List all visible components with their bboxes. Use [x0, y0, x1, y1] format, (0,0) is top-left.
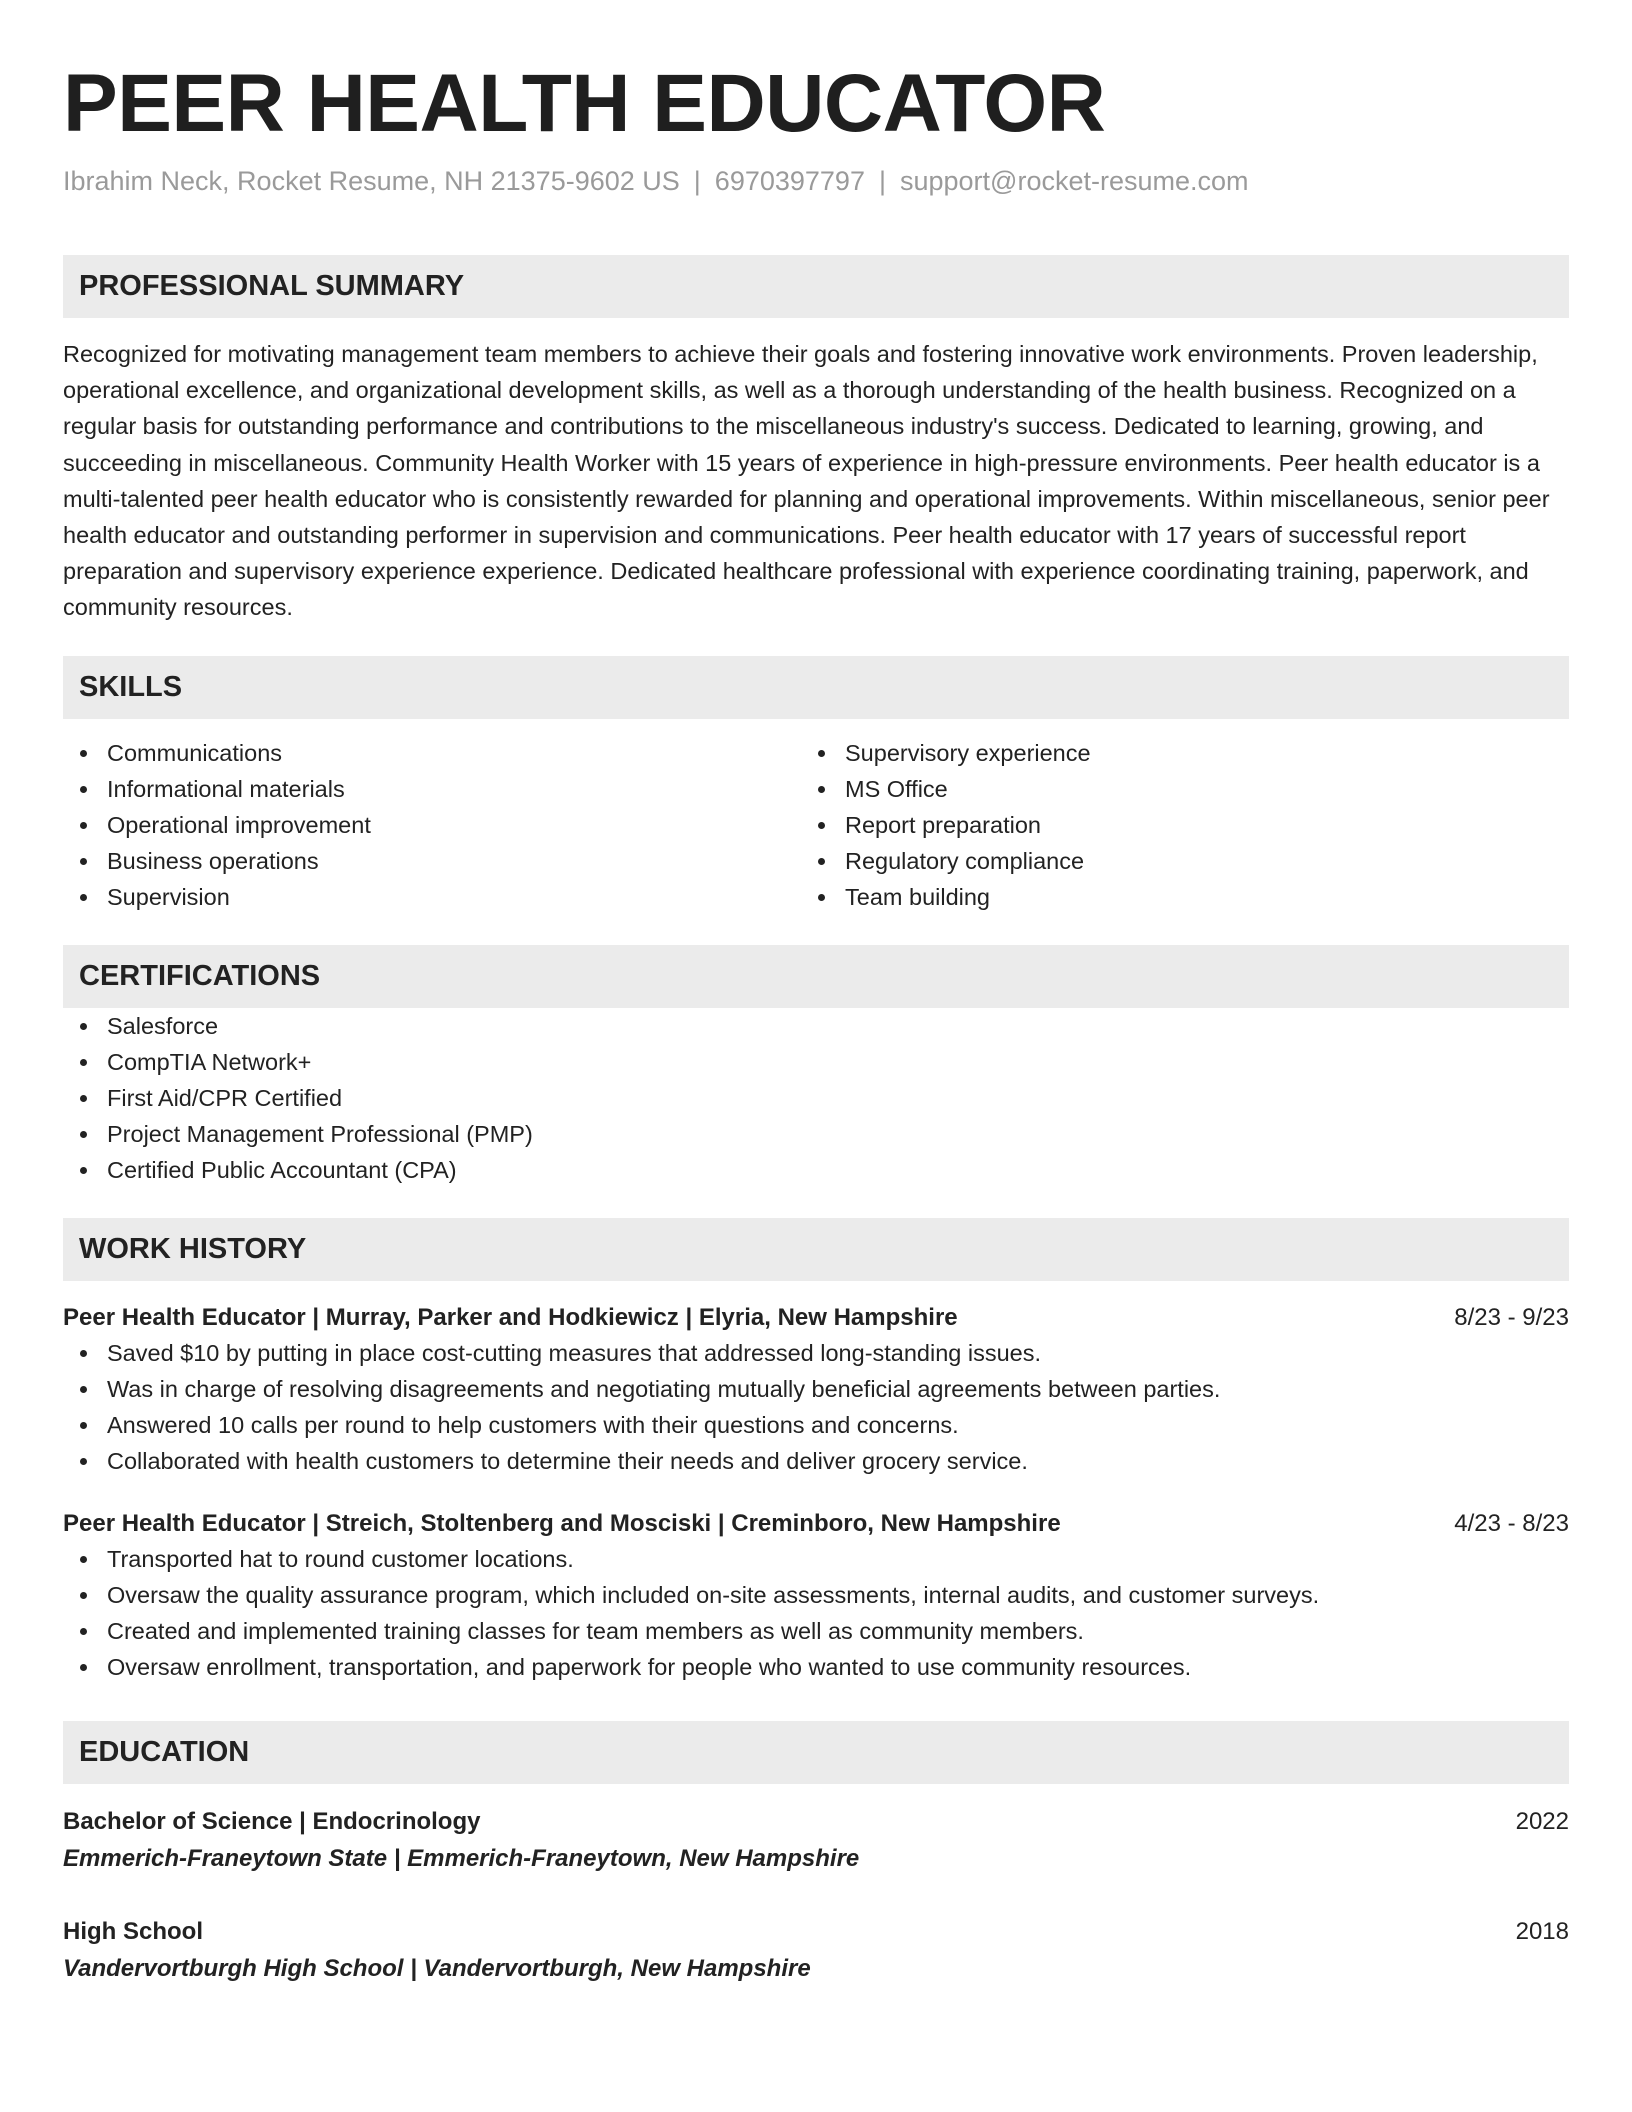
job-dates: 4/23 - 8/23: [1454, 1509, 1569, 1537]
education-degree: Bachelor of Science | Endocrinology: [63, 1807, 481, 1835]
contact-phone: 6970397797: [714, 166, 865, 196]
job-title-row: [63, 1301, 1569, 1335]
skill-item: Informational materials: [63, 771, 801, 807]
job-bullet: Was in charge of resolving disagreements and negotiating mutually beneficial agreements between parties.: [63, 1371, 1569, 1407]
resume-title: PEER HEALTH EDUCATOR: [63, 58, 1106, 149]
education-school: Emmerich-Franeytown State | Emmerich-Franeytown, New Hampshire: [63, 1844, 860, 1872]
job-entry: [63, 1301, 1569, 1479]
skills-column-right: [801, 735, 1539, 915]
certification-item: Project Management Professional (PMP): [63, 1116, 1569, 1152]
skills-list-right: [801, 735, 1539, 915]
skill-item: Business operations: [63, 843, 801, 879]
section-heading-summary: PROFESSIONAL SUMMARY: [63, 255, 1569, 318]
skill-item: Team building: [801, 879, 1539, 915]
education-school: Vandervortburgh High School | Vandervortburgh, New Hampshire: [63, 1954, 811, 1982]
summary-text: Recognized for motivating management team members to achieve their goals and fostering innovative work environments. Proven leadership, operational excellence, and organizational development skills, as well as a thorough understanding of the health business. Recognized on a regular basis for outstanding performance and contributions to the miscellaneous industry's success. Dedicated to learning, growing, and succeeding in miscellaneous. Community Health Worker with 15 years of experience in high-pressure environments. Peer health educator is a multi-talented peer health educator who is consistently rewarded for planning and operational improvements. Within miscellaneous, senior peer health educator and outstanding performer in supervision and communications. Peer health educator with 17 years of successful report preparation and supervisory experience experience. Dedicated healthcare professional with experience coordinating training, paperwork, and community resources.: [63, 341, 1550, 621]
job-dates: 8/23 - 9/23: [1454, 1303, 1569, 1331]
certification-item: Salesforce: [63, 1008, 1569, 1044]
job-bullets: [63, 1335, 1569, 1479]
skill-item: Report preparation: [801, 807, 1539, 843]
certification-item: CompTIA Network+: [63, 1044, 1569, 1080]
skill-item: Regulatory compliance: [801, 843, 1539, 879]
skill-item: Supervision: [63, 879, 801, 915]
job-bullets: [63, 1541, 1569, 1685]
job-bullet: Transported hat to round customer locations.: [63, 1541, 1569, 1577]
job-bullet: Collaborated with health customers to determine their needs and deliver grocery service.: [63, 1443, 1569, 1479]
certification-item: First Aid/CPR Certified: [63, 1080, 1569, 1116]
skill-item: MS Office: [801, 771, 1539, 807]
job-bullet: Created and implemented training classes for team members as well as community members.: [63, 1613, 1569, 1649]
contact-address: Ibrahim Neck, Rocket Resume, NH 21375-9602 US: [63, 166, 680, 196]
skills-grid: [63, 735, 1569, 915]
certification-item: Certified Public Accountant (CPA): [63, 1152, 1569, 1188]
contact-line: [63, 164, 1569, 198]
education-entry: [63, 1914, 1569, 1988]
contact-email: support@rocket-resume.com: [899, 166, 1249, 196]
skills-list-left: [63, 735, 801, 915]
education-row: [63, 1804, 1569, 1840]
skill-item: Communications: [63, 735, 801, 771]
skill-item: Operational improvement: [63, 807, 801, 843]
contact-separator: |: [693, 166, 701, 196]
job-bullet: Oversaw the quality assurance program, which included on-site assessments, internal audits, and customer surveys.: [63, 1577, 1569, 1613]
section-heading-certifications: CERTIFICATIONS: [63, 945, 1569, 1008]
job-title-row: [63, 1507, 1569, 1541]
education-year: 2018: [1515, 1917, 1569, 1945]
certifications-list: [63, 1008, 1569, 1188]
job-title: Peer Health Educator | Murray, Parker and Hodkiewicz | Elyria, New Hampshire: [63, 1303, 958, 1331]
job-bullet: Saved $10 by putting in place cost-cutting measures that addressed long-standing issues.: [63, 1335, 1569, 1371]
education-degree: High School: [63, 1917, 203, 1945]
job-title: Peer Health Educator | Streich, Stoltenberg and Mosciski | Creminboro, New Hampshire: [63, 1509, 1061, 1537]
job-entry: [63, 1507, 1569, 1685]
job-bullet: Answered 10 calls per round to help customers with their questions and concerns.: [63, 1407, 1569, 1443]
education-entry: [63, 1804, 1569, 1878]
section-heading-skills: SKILLS: [63, 656, 1569, 719]
education-row: [63, 1914, 1569, 1950]
section-heading-education: EDUCATION: [63, 1721, 1569, 1784]
job-bullet: Oversaw enrollment, transportation, and paperwork for people who wanted to use community resources.: [63, 1649, 1569, 1685]
section-heading-work-history: WORK HISTORY: [63, 1218, 1569, 1281]
contact-separator: |: [878, 166, 886, 196]
education-year: 2022: [1515, 1807, 1569, 1835]
skill-item: Supervisory experience: [801, 735, 1539, 771]
skills-column-left: [63, 735, 801, 915]
